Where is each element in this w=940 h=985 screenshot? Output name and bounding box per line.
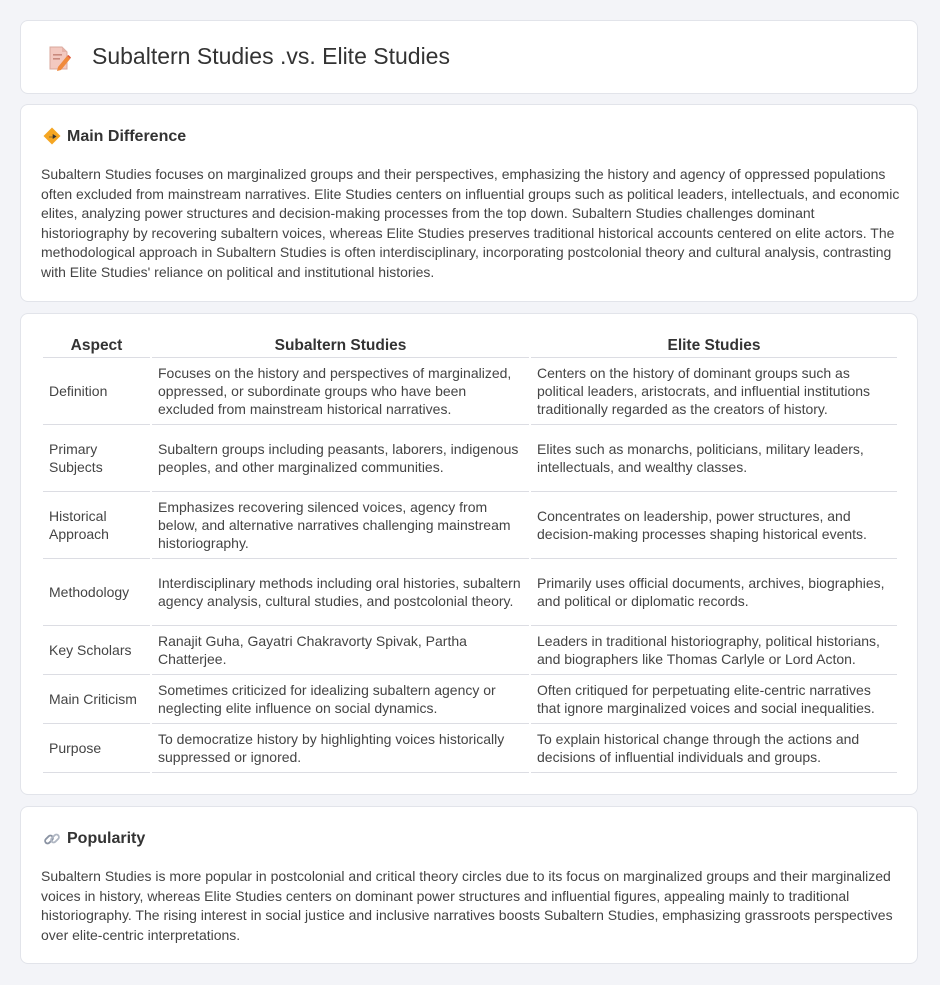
subaltern-cell: Emphasizes recovering silenced voices, agency from below, and alternative narratives challenging mainstream historiography.	[152, 492, 529, 559]
diamond-signpost-icon	[43, 127, 61, 150]
subaltern-cell: Ranajit Guha, Gayatri Chakravorty Spivak, Partha Chatterjee.	[152, 626, 529, 675]
aspect-cell: Purpose	[43, 724, 150, 773]
table-row	[43, 675, 897, 724]
popularity-text: Subaltern Studies is more popular in postcolonial and critical theory circles due to its focus on marginalized groups and their marginalized voices in history, whereas Elite Studies centers on dominant power structures and influential figures, appealing mainly to traditional historiography. The rising interest in social justice and inclusive narratives boosts Subaltern Studies, emphasizing grassroots perspectives over elite-centric interpretations.	[41, 868, 893, 943]
main-difference-title: Main Difference	[67, 128, 187, 145]
page-title: Subaltern Studies .vs. Elite Studies	[92, 43, 450, 69]
popularity-card	[20, 806, 918, 964]
subaltern-cell: Focuses on the history and perspectives of marginalized, oppressed, or subordinate groups who have been excluded from mainstream historical narratives.	[152, 358, 529, 425]
aspect-cell: Historical Approach	[43, 492, 150, 559]
aspect-cell: Main Criticism	[43, 675, 150, 724]
aspect-cell: Definition	[43, 358, 150, 425]
header-card	[20, 20, 918, 94]
comparison-table-card	[20, 313, 918, 795]
elite-cell: Leaders in traditional historiography, political historians, and biographers like Thomas Carlyle or Lord Acton.	[531, 626, 897, 675]
subaltern-cell: To democratize history by highlighting voices historically suppressed or ignored.	[152, 724, 529, 773]
aspect-cell: Methodology	[43, 559, 150, 626]
table-header-row	[43, 334, 897, 358]
comparison-table	[41, 334, 899, 773]
elite-cell: To explain historical change through the actions and decisions of influential individuals and groups.	[531, 724, 897, 773]
column-header-elite: Elite Studies	[531, 334, 897, 358]
aspect-cell: Key Scholars	[43, 626, 150, 675]
subaltern-cell: Subaltern groups including peasants, laborers, indigenous peoples, and other marginalized communities.	[152, 425, 529, 492]
subaltern-cell: Sometimes criticized for idealizing subaltern agency or neglecting elite influence on social dynamics.	[152, 675, 529, 724]
table-row	[43, 358, 897, 425]
table-row	[43, 626, 897, 675]
aspect-cell: Primary Subjects	[43, 425, 150, 492]
column-header-aspect: Aspect	[43, 334, 150, 358]
elite-cell: Often critiqued for perpetuating elite-centric narratives that ignore marginalized voices and social inequalities.	[531, 675, 897, 724]
elite-cell: Concentrates on leadership, power structures, and decision-making processes shaping historical events.	[531, 492, 897, 559]
document-edit-icon	[47, 45, 71, 76]
column-header-subaltern: Subaltern Studies	[152, 334, 529, 358]
subaltern-cell: Interdisciplinary methods including oral histories, subaltern agency analysis, cultural studies, and postcolonial theory.	[152, 559, 529, 626]
table-row	[43, 425, 897, 492]
link-icon	[43, 830, 61, 853]
popularity-title: Popularity	[67, 830, 146, 847]
main-difference-text: Subaltern Studies focuses on marginalized groups and their perspectives, emphasizing the history and agency of oppressed populations often excluded from mainstream narratives. Elite Studies centers on influential groups such as political leaders, intellectuals, and economic elites, analyzing power structures and decision-making processes from the top down. Subaltern Studies challenges dominant historiography by recovering subaltern voices, whereas Elite Studies preserves traditional historical accounts centered on elite actors. The methodological approach in Subaltern Studies is often interdisciplinary, incorporating postcolonial theory and cultural analysis, contrasting with Elite Studies' reliance on political and institutional histories.	[41, 166, 900, 280]
elite-cell: Elites such as monarchs, politicians, military leaders, intellectuals, and wealthy classes.	[531, 425, 897, 492]
table-row	[43, 492, 897, 559]
table-row	[43, 559, 897, 626]
elite-cell: Primarily uses official documents, archives, biographies, and political or diplomatic records.	[531, 559, 897, 626]
table-row	[43, 724, 897, 773]
elite-cell: Centers on the history of dominant groups such as political leaders, aristocrats, and influential institutions traditionally regarded as the creators of history.	[531, 358, 897, 425]
main-difference-card	[20, 104, 918, 302]
